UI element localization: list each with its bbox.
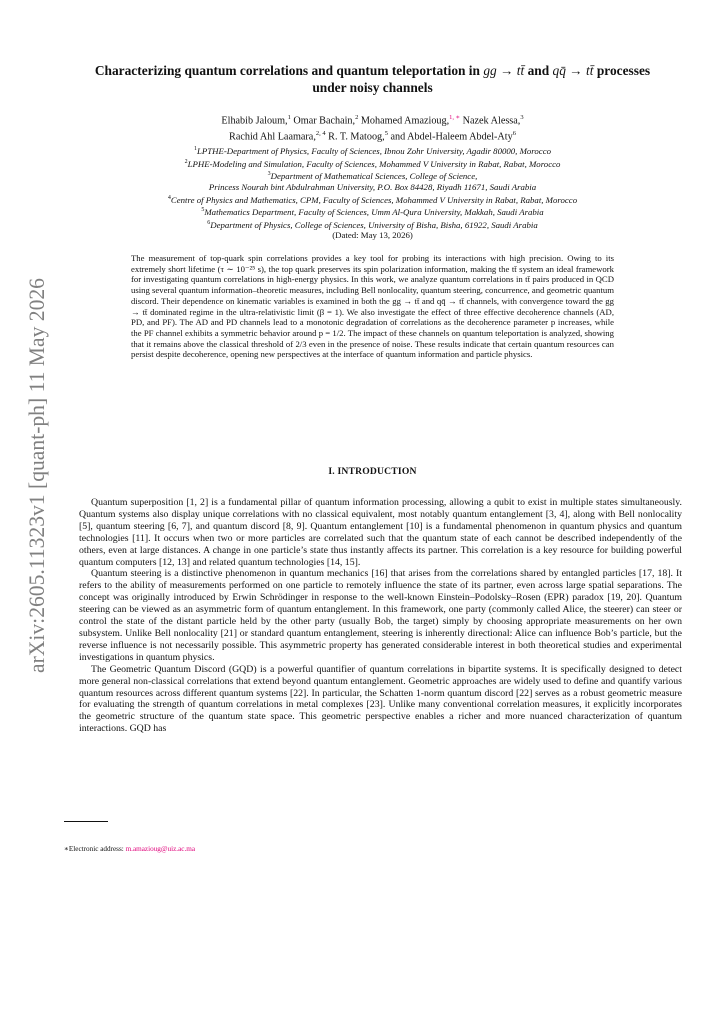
- abstract: The measurement of top-quark spin correlations provides a key tool for probing its interactions with high precision. Owing to its extremely short lifetime (τ ∼ 10⁻²⁵ s), the top quark preserves its spin polarization information, making the tt̄ system an ideal framework for investigating quantum correlations in high-energy physics. In this work, we analyze quantum correlations in tt̄ pairs produced in QCD using several quantum information–theoretic measures, including Bell nonlocality, quantum steering, concurrence, and geometric quantum discord. Their dependence on kinematic variables is examined in both the gg → tt̄ and qq̄ → tt̄ channels, with convergence toward the gg → tt̄ dominated regime in the ultra-relativistic limit (β = 1). We also investigate the effect of three effective decoherence channels (AD, PD, and PF). The AD and PD channels lead to a monotonic degradation of correlations as the decoherence parameter p increases, while the PF channel exhibits a symmetric behavior around p = 1/2. The impact of these channels on quantum teleportation is analyzed, showing that it remains above the classical threshold of 2/3 even in the presence of noise. These results indicate that certain quantum resources can persist despite decoherence, opening new perspectives at the interface of quantum information and particle physics.: [131, 253, 614, 360]
- author-affil-sup: 3: [520, 114, 524, 121]
- affiliation-text: LPTHE-Department of Physics, Faculty of Sciences, Ibnou Zohr University, Agadir 80000, Morocco: [196, 145, 552, 156]
- title-process-1: gg → tt̄: [483, 63, 525, 78]
- affiliation-sup: 2: [184, 158, 188, 165]
- email-link[interactable]: m.amazioug@uiz.ac.ma: [125, 845, 196, 853]
- affiliation-sup: 5: [201, 207, 205, 214]
- author-affil-sup: 1: [287, 114, 291, 121]
- author-name: and Abdel-Haleem Abdel-Aty: [387, 131, 513, 143]
- author-list: [60, 111, 685, 144]
- affiliation-text: Centre of Physics and Mathematics, CPM, Faculty of Sciences, Mohammed V University in Rabat, Rabat, Morocco: [170, 194, 578, 205]
- affiliation-line: [60, 157, 685, 170]
- title-and: and: [524, 63, 553, 78]
- footnote: [64, 844, 664, 853]
- paragraph: Quantum steering is a distinctive phenomenon in quantum mechanics [16] that arises from the correlations shared by entangled particles [17, 18]. It refers to the ability of measurements performed on one particle to remotely influence the state of its partner, even across large spatial separations. The concept was originally introduced by Erwin Schrödinger in response to the well-known Einstein–Podolsky–Rosen (EPR) paradox [19, 20]. Quantum steering can be viewed as an asymmetric form of quantum entanglement. In this framework, one party (commonly called Alice, the steerer) can steer or control the state of the distant particle held by the other party (usually Bob, the target) simply by choosing appropriate measurements on her own subsystem. Unlike Bell nonlocality [21] or standard quantum entanglement, steering is inherently directional: Alice can influence Bob’s particle, but the reverse influence is not necessarily possible. This asymmetric property has generated considerable interest in both theoretical studies and experimental investigations in quantum physics.: [79, 568, 682, 663]
- author-name: Mohamed Amazioug,: [358, 115, 450, 127]
- author-affil-sup: 5: [384, 130, 388, 138]
- paragraph: Quantum superposition [1, 2] is a fundamental pillar of quantum information processing, allowing a qubit to exist in multiple states simultaneously. Quantum systems also display unique correlations with no classical equivalent, most notably quantum entanglement [3, 4], along with Bell nonlocality [5], quantum steering [6, 7], and quantum discord [8, 9]. Quantum entanglement [10] is a fundamental phenomenon in quantum physics and quantum technologies [11]. It occurs when two or more particles are correlated such that the quantum state of each cannot be described independently of the others, even at large distances. A change in one particle’s state thus instantly affects its partner. This correlation is a key resource for building powerful quantum computers [12, 13] and related quantum technologies [14, 15].: [79, 497, 682, 568]
- paper-title: [60, 62, 685, 96]
- title-text-2: processes: [593, 63, 651, 78]
- author-name: Nazek Alessa,: [460, 115, 521, 127]
- author-name: R. T. Matoog,: [325, 131, 385, 143]
- footnote-label: ∗Electronic address:: [64, 845, 126, 853]
- affiliation-sup: 1: [193, 146, 197, 152]
- affiliation-sup: 3: [267, 171, 271, 178]
- affiliation-text: LPHE-Modeling and Simulation, Faculty of Sciences, Mohammed V University in Rabat, Rabat, Morocco: [187, 158, 561, 169]
- author-name: Omar Bachain,: [290, 115, 356, 127]
- title-line-2: under noisy channels: [312, 80, 433, 95]
- affiliation-text: Princess Nourah bint Abdulrahman University, P.O. Box 84428, Riyadh 11671, Saudi Arabia: [208, 181, 537, 192]
- affiliation-line: [60, 205, 685, 218]
- paragraph: The Geometric Quantum Discord (GQD) is a powerful quantifier of quantum correlations in bipartite systems. It is specifically designed to detect more general non-classical correlations that extend beyond quantum entanglement. Geometric approaches are widely used to define and quantify various quantum resources across different quantum systems [22]. In particular, the Schatten 1-norm quantum discord [22] serves as a robust geometric measure for evaluating the strength of quantum correlations in metal complexes [23]. Unlike many conventional correlation measures, it explicitly incorporates the geometric structure of the quantum state space. This geometric perspective enables a richer and more nuanced characterization of quantum interactions. GQD has: [79, 663, 682, 735]
- introduction-body: [79, 497, 682, 735]
- affiliation-line: [60, 218, 685, 231]
- affiliation-sup: 4: [167, 194, 171, 201]
- arxiv-stamp-text: arXiv:2605.11323v1 [quant-ph] 11 May 2026: [24, 275, 49, 673]
- author-line-2: [60, 127, 685, 143]
- affiliation-text: Department of Physics, College of Sciences, University of Bisha, Bisha, 61922, Saudi Arabia: [210, 219, 538, 230]
- author-name: Elhabib Jaloum,: [221, 115, 288, 127]
- affiliation-line: [60, 169, 685, 182]
- title-text-1: Characterizing quantum correlations and quantum teleportation in: [94, 63, 484, 78]
- footnote-rule: [64, 821, 108, 822]
- affiliations: [60, 144, 685, 241]
- arxiv-stamp: [2, 275, 62, 675]
- affiliation-text: Mathematics Department, Faculty of Sciences, Umm Al-Qura University, Makkah, Saudi Arabia: [204, 207, 544, 218]
- affiliation-text: Department of Mathematical Sciences, College of Science,: [270, 171, 478, 182]
- author-affil-sup: 6: [512, 130, 516, 138]
- author-affil-sup: 2: [355, 114, 359, 121]
- title-process-2: qq̄ → tt̄: [552, 63, 594, 78]
- affiliation-line: [60, 182, 685, 193]
- author-affil-sup[interactable]: 1, ∗: [449, 114, 461, 121]
- dated-line: (Dated: May 13, 2026): [332, 230, 413, 241]
- author-affil-sup: 2, 4: [315, 130, 326, 138]
- affiliation-sup: 6: [207, 219, 211, 226]
- section-heading: I. INTRODUCTION: [328, 466, 417, 477]
- author-name: Rachid Ahl Laamara,: [229, 131, 316, 143]
- affiliation-line: [60, 144, 685, 157]
- affiliation-line: [60, 193, 685, 206]
- author-line-1: [60, 111, 685, 127]
